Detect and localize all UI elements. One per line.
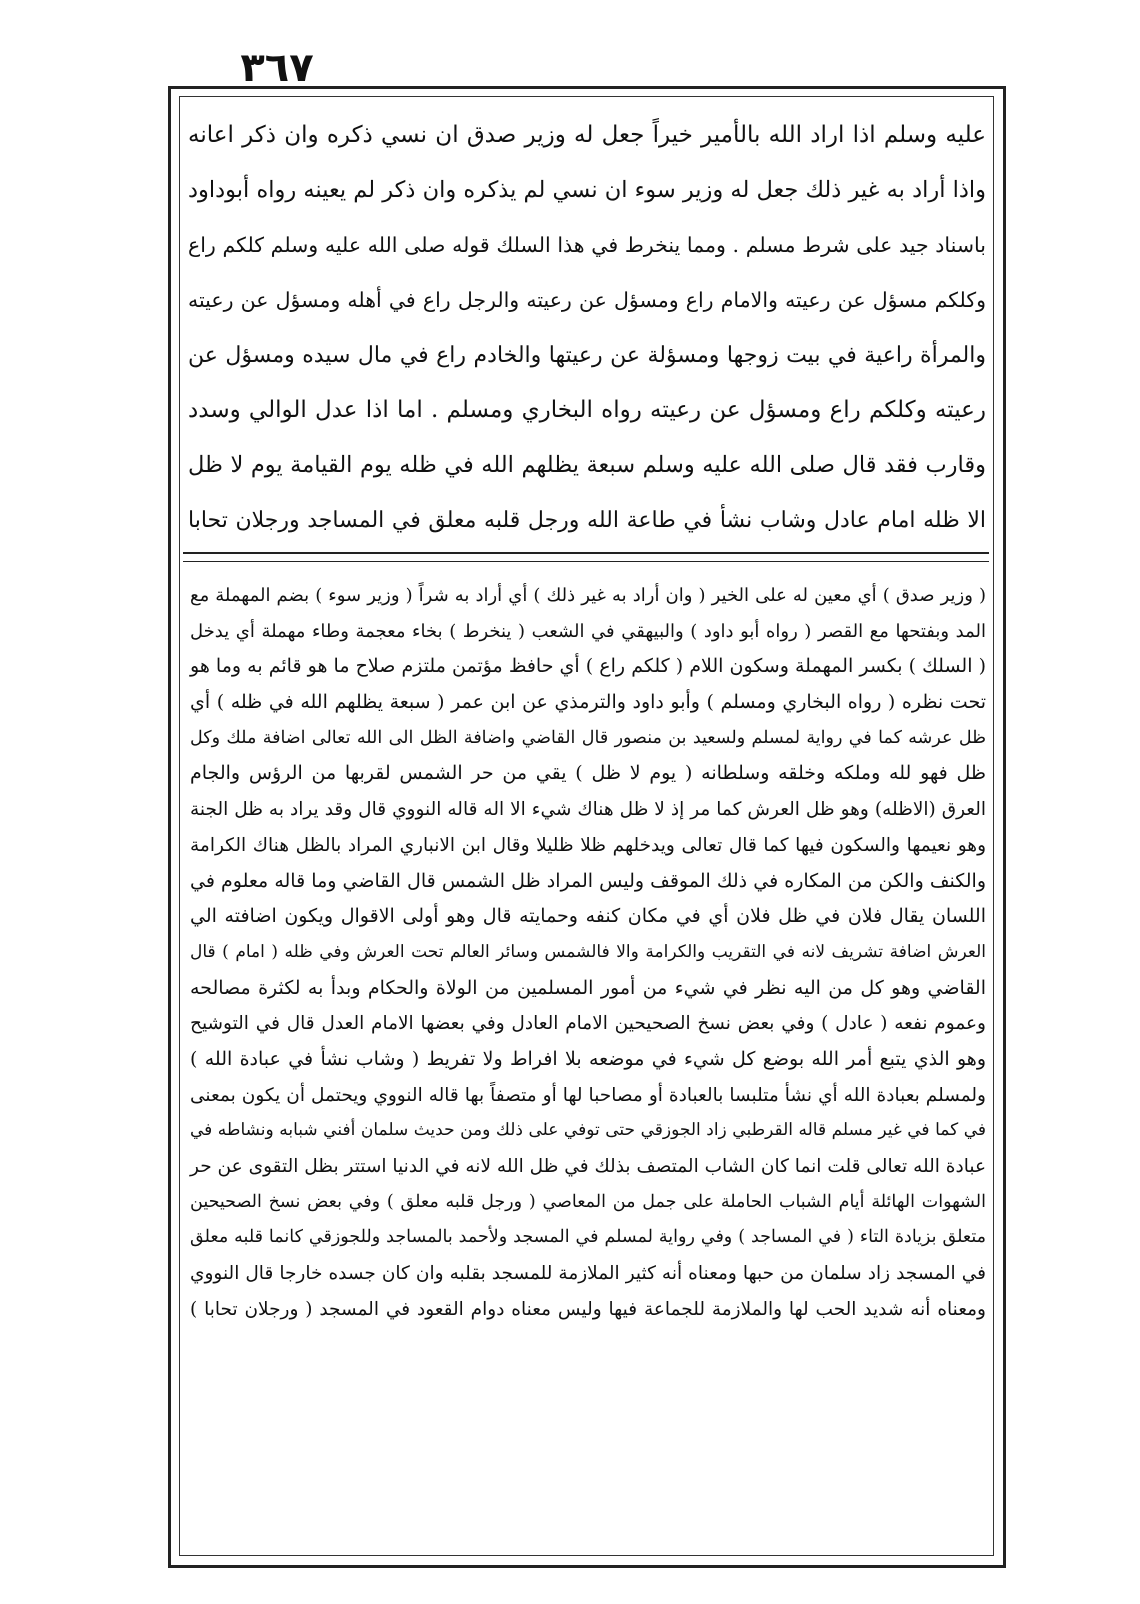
main-text-line: عليه وسلم اذا اراد الله بالأمير خيراً جعل له وزير صدق ان نسي ذكره وان ذكر اعانه <box>188 122 986 148</box>
commentary-line: القاضي وهو كل من اليه نظر في شيء من أمور المسلمين من الولاة والحكام وبدأ به لكثرة مصالحه <box>190 976 986 999</box>
main-text-line: باسناد جيد على شرط مسلم . ومما ينخرط في هذا السلك قوله صلى الله عليه وسلم كلكم راع <box>188 233 986 257</box>
commentary-line: عبادة الله تعالى قلت انما كان الشاب المتصف بذلك في ظل الله لانه في الدنيا استتر بظل التقوى عن حر <box>190 1156 986 1177</box>
commentary-line: متعلق بزيادة التاء ( في المساجد ) وفي رواية لمسلم في المسجد ولأحمد بالمساجد وللجوزقي كانما قلبه معلق <box>190 1227 986 1248</box>
commentary-line: في المسجد زاد سلمان من حبها ومعناه أنه كثير الملازمة للمسجد بقلبه وان كان جسده خارجا قال النووي <box>190 1263 986 1285</box>
commentary-line: ولمسلم بعبادة الله أي نشأ متلبسا بالعبادة أو مصاحبا لها أو متصفاً بها قاله النووي ويحتمل أن يكون بمعنى <box>190 1084 986 1106</box>
commentary-block <box>190 578 986 1327</box>
commentary-line: تحت نظره ( رواه البخاري ومسلم ) وأبو داود والترمذي عن ابن عمر ( سبعة يظلهم الله في ظله ) أي <box>190 691 986 714</box>
section-divider <box>183 552 989 562</box>
commentary-line: ( وزير صدق ) أي معين له على الخير ( وان أراد به غير ذلك ) أي أراد به شراً ( وزير سوء ) بضم المهملة مع <box>190 585 986 606</box>
commentary-line: ومعناه أنه شديد الحب لها والملازمة للجماعة فيها وليس معناه دوام القعود في المسجد ( ورجلان تحابا ) <box>190 1298 986 1320</box>
main-text-block <box>188 108 986 548</box>
main-text-line: رعيته وكلكم راع ومسؤل عن رعيته رواه البخاري ومسلم . اما اذا عدل الوالي وسدد <box>188 397 986 423</box>
main-text-line: والمرأة راعية في بيت زوجها ومسؤلة عن رعيتها والخادم راع في مال سيده ومسؤل عن <box>188 343 986 368</box>
main-text-line: وقارب فقد قال صلى الله عليه وسلم سبعة يظلهم الله في ظله يوم القيامة يوم لا ظل <box>188 452 986 478</box>
commentary-line: المد وبفتحها مع القصر ( رواه أبو داود ) والبيهقي في الشعب ( ينخرط ) بخاء معجمة وطاء مهملة أي يدخل <box>190 620 986 642</box>
commentary-line: الشهوات الهائلة أيام الشباب الحاملة على جمل من المعاصي ( ورجل قلبه معلق ) وفي بعض نسخ الصحيحين <box>190 1191 986 1212</box>
commentary-line: والكنف والكن من المكاره في ذلك الموقف وليس المراد ظل الشمس قال القاضي وما قاله معلوم في <box>190 869 986 892</box>
main-text-line: وكلكم مسؤل عن رعيته والامام راع ومسؤل عن رعيته والرجل راع في أهله ومسؤل عن رعيته <box>188 288 986 312</box>
commentary-line: في كما في غير مسلم قاله القرطبي زاد الجوزقي حتى توفي على ذلك ومن حديث سلمان أفني شبابه ونشاطه في <box>190 1120 986 1141</box>
page-number: ٣٦٧ <box>240 45 314 91</box>
commentary-line: العرق (الاظله) وهو ظل العرش كما مر إذ لا ظل هناك شيء الا اله قاله النووي قال وقد يراد به ظل الجنة <box>190 799 986 821</box>
main-text-line: واذا أراد به غير ذلك جعل له وزير سوء ان نسي لم يذكره وان ذكر لم يعينه رواه أبوداود <box>188 177 986 203</box>
commentary-line: وهو الذي يتبع أمر الله بوضع كل شيء في موضعه بلا افراط ولا تفريط ( وشاب نشأ في عبادة الله ) <box>190 1047 986 1070</box>
commentary-line: وعموم نفعه ( عادل ) وفي بعض نسخ الصحيحين الامام العادل وفي بعضها الامام العدل قال في التوشيح <box>190 1013 986 1035</box>
commentary-line: ظل عرشه كما في رواية لمسلم ولسعيد بن منصور قال القاضي واضافة الظل الى الله تعالى اضافة ملك وكل <box>190 727 986 748</box>
commentary-line: وهو نعيمها والسكون فيها كما قال تعالى ويدخلهم ظلا ظليلا وقال ابن الانباري المراد بالظل هناك الكرامة <box>190 834 986 856</box>
commentary-line: ( السلك ) بكسر المهملة وسكون اللام ( كلكم راع ) أي حافظ مؤتمن ملتزم صلاح ما هو قائم به وما هو <box>190 655 986 678</box>
commentary-line: ظل فهو لله وملكه وخلقه وسلطانه ( يوم لا ظل ) يقي من حر الشمس لقربها من الرؤس والجام <box>190 762 986 785</box>
commentary-line: العرش اضافة تشريف لانه في التقريب والكرامة والا فالشمس وسائر العالم تحت العرش وفي ظله ( امام ) قال <box>190 941 986 962</box>
main-text-line: الا ظله امام عادل وشاب نشأ في طاعة الله ورجل قلبه معلق في المساجد ورجلان تحابا <box>188 508 986 533</box>
commentary-line: اللسان يقال فلان في ظل فلان أي في مكان كنفه وحمايته قال وهو أولى الاقوال ويكون اضافته الي <box>190 905 986 928</box>
